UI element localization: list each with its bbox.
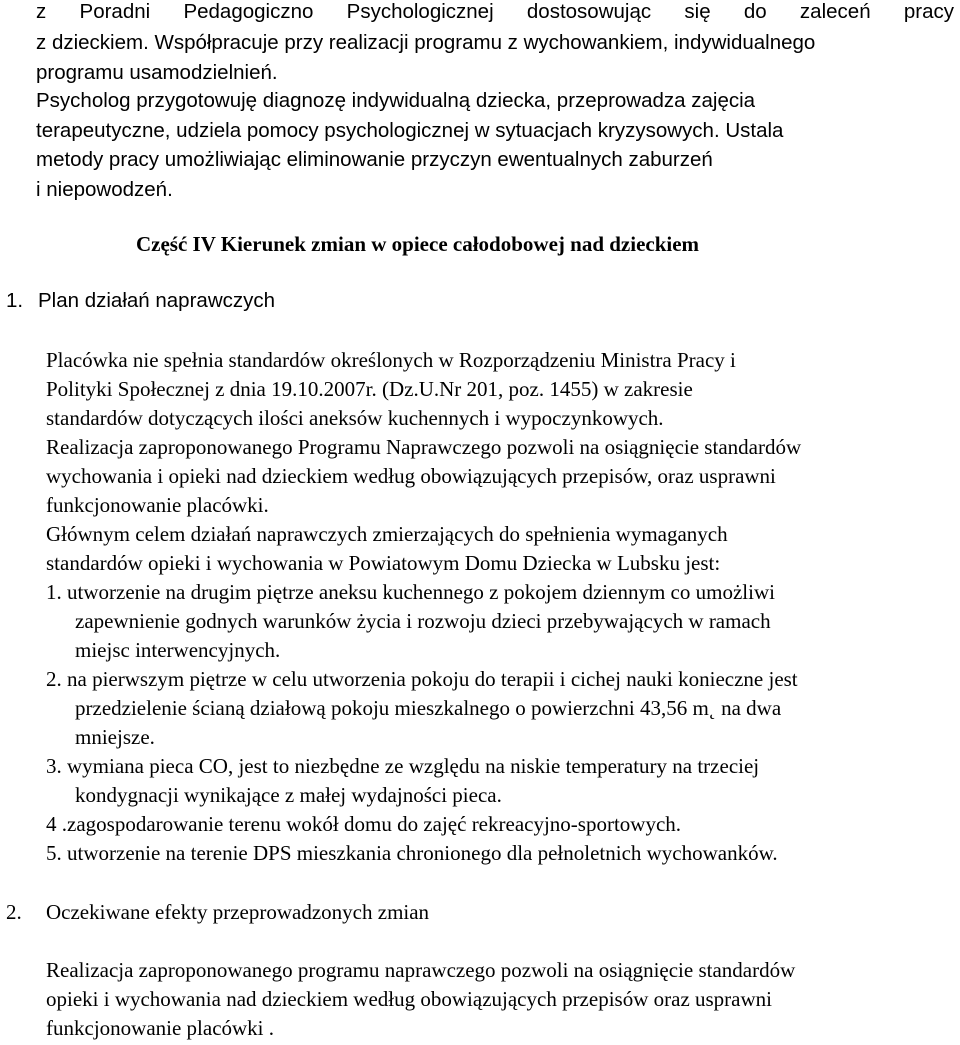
list-item-continuation: kondygnacji wynikające z małej wydajności pieca. [75, 783, 502, 807]
paragraph-line: funkcjonowanie placówki. [46, 493, 269, 517]
intro-line: z dzieckiem. Współpracuje przy realizacji programu z wychowankiem, indywidualnego [36, 31, 816, 54]
intro-line: metody pracy umożliwiając eliminowanie przyczyn ewentualnych zaburzeń [36, 148, 713, 171]
list-item-continuation: zapewnienie godnych warunków życia i rozwoju dzieci przebywających w ramach [75, 609, 771, 633]
paragraph-line: standardów dotyczących ilości aneksów kuchennych i wypoczynkowych. [46, 406, 664, 430]
intro-line: z Poradni Pedagogiczno Psychologicznej dostosowując się do zaleceń pracy [36, 0, 954, 23]
paragraph-line: Realizacja zaproponowanego programu naprawczego pozwoli na osiągnięcie standardów [46, 958, 796, 982]
section-2-number: 2. [6, 900, 22, 924]
list-item-continuation: mniejsze. [75, 725, 155, 749]
list-item: 5. utworzenie na terenie DPS mieszkania chronionego dla pełnoletnich wychowanków. [46, 841, 778, 865]
list-item: 2. na pierwszym piętrze w celu utworzenia pokoju do terapii i cichej nauki konieczne jest [46, 667, 798, 691]
paragraph-line: funkcjonowanie placówki . [46, 1016, 275, 1040]
paragraph-line: Polityki Społecznej z dnia 19.10.2007r. (Dz.U.Nr 201, poz. 1455) w zakresie [46, 377, 693, 401]
section-2-title: Oczekiwane efekty przeprowadzonych zmian [46, 900, 430, 924]
paragraph-line: wychowania i opieki nad dzieckiem według obowiązujących przepisów, oraz usprawni [46, 464, 776, 488]
intro-line: Psycholog przygotowuję diagnozę indywidualną dziecka, przeprowadza zajęcia [36, 89, 756, 112]
section-1-title: Plan działań naprawczych [38, 289, 276, 312]
list-item: 4 .zagospodarowanie terenu wokół domu do zajęć rekreacyjno-sportowych. [46, 812, 682, 836]
intro-line: programu usamodzielnień. [36, 61, 278, 84]
part-heading: Część IV Kierunek zmian w opiece całodobowej nad dzieckiem [136, 232, 700, 256]
intro-line: terapeutyczne, udziela pomocy psychologicznej w sytuacjach kryzysowych. Ustala [36, 119, 784, 142]
list-item: 1. utworzenie na drugim piętrze aneksu kuchennego z pokojem dziennym co umożliwi [46, 580, 775, 604]
paragraph-line: Realizacja zaproponowanego Programu Naprawczego pozwoli na osiągnięcie standardów [46, 435, 802, 459]
list-item: 3. wymiana pieca CO, jest to niezbędne ze względu na niskie temperatury na trzeciej [46, 754, 760, 778]
list-item-continuation: przedzielenie ścianą działową pokoju mieszkalnego o powierzchni 43,56 m˛ na dwa [75, 696, 782, 720]
paragraph-line: Głównym celem działań naprawczych zmierzających do spełnienia wymaganych [46, 522, 728, 546]
list-item-continuation: miejsc interwencyjnych. [75, 638, 281, 662]
paragraph-line: Placówka nie spełnia standardów określonych w Rozporządzeniu Ministra Pracy i [46, 348, 736, 372]
paragraph-line: standardów opieki i wychowania w Powiatowym Domu Dziecka w Lubsku jest: [46, 551, 721, 575]
intro-line: i niepowodzeń. [36, 178, 173, 201]
section-1-number: 1. [6, 289, 24, 312]
paragraph-line: opieki i wychowania nad dzieckiem według obowiązujących przepisów oraz usprawni [46, 987, 772, 1011]
